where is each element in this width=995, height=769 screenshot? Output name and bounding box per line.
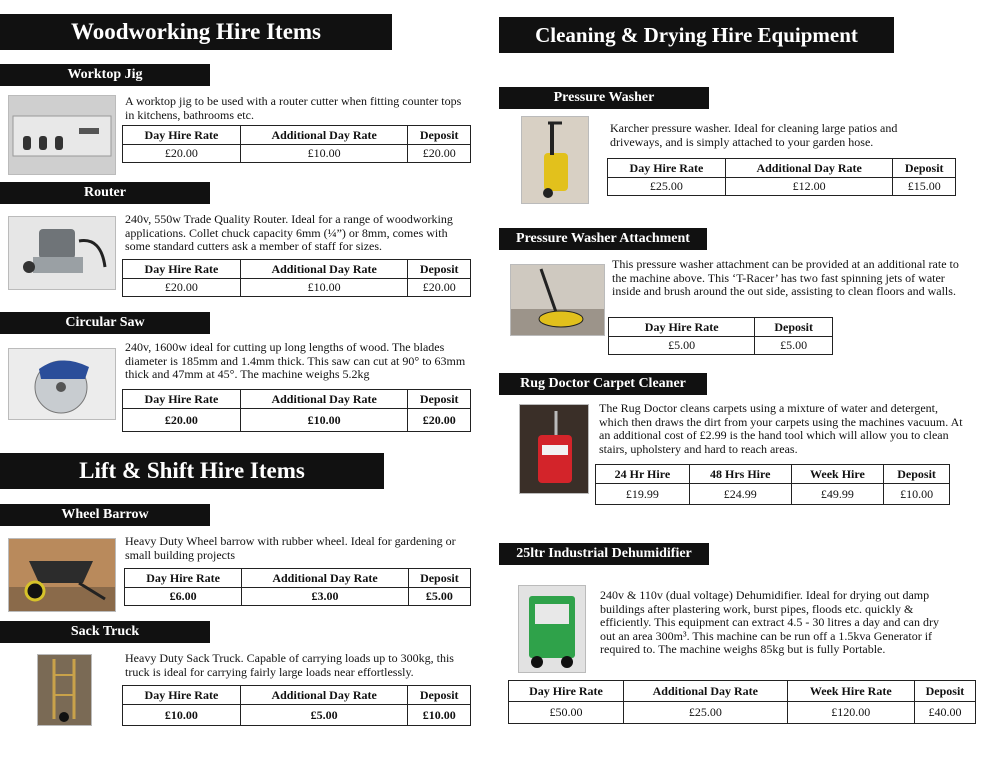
table-cell: £25.00	[624, 702, 788, 724]
worktop-jig-photo	[8, 95, 116, 175]
table-cell: £10.00	[408, 705, 471, 726]
table-header: Deposit	[408, 260, 471, 279]
table-cell: £15.00	[893, 178, 956, 196]
worktop-jig-heading: Worktop Jig	[0, 64, 210, 86]
table-cell: £5.00	[609, 337, 755, 355]
circular-saw-heading: Circular Saw	[0, 312, 210, 334]
router-heading: Router	[0, 182, 210, 204]
table-header: Additional Day Rate	[242, 569, 409, 588]
circular-saw-photo	[8, 348, 116, 420]
worktop-jig-rate-table	[122, 125, 471, 163]
table-cell: £6.00	[125, 588, 242, 606]
table-header: Deposit	[408, 686, 471, 705]
wheel-barrow-heading: Wheel Barrow	[0, 504, 210, 526]
router-photo	[8, 216, 116, 290]
table-cell: £40.00	[914, 702, 975, 724]
table-cell: £10.00	[884, 484, 950, 505]
table-cell: £20.00	[123, 145, 241, 163]
table-cell: £120.00	[787, 702, 914, 724]
table-header: Day Hire Rate	[123, 686, 241, 705]
table-cell: £20.00	[408, 145, 471, 163]
pressure-washer-attachment-description: This pressure washer attachment can be provided at an additional rate to the machine above. This ‘T-Racer’ has two fast spinning jets of water inside and brush around the out side, assisting to clean floors and walls.	[612, 257, 959, 298]
table-header: Additional Day Rate	[725, 159, 893, 178]
table-cell: £20.00	[408, 409, 471, 432]
table-header: Day Hire Rate	[123, 260, 241, 279]
dehumidifier-heading: 25ltr Industrial Dehumidifier	[499, 543, 709, 565]
table-header: Day Hire Rate	[123, 126, 241, 145]
rug-doctor-rate-table	[595, 464, 950, 505]
table-cell: £5.00	[755, 337, 833, 355]
table-header: Deposit	[884, 465, 950, 484]
cleaning-section-title: Cleaning & Drying Hire Equipment	[499, 17, 894, 53]
pressure-washer-attachment-rate-table	[608, 317, 833, 355]
table-cell: £25.00	[608, 178, 726, 196]
table-header: Day Hire Rate	[509, 681, 624, 702]
wheel-barrow-rate-table	[124, 568, 471, 606]
table-cell: £20.00	[123, 279, 241, 297]
table-header: Deposit	[408, 569, 470, 588]
pressure-washer-rate-table	[607, 158, 956, 196]
table-cell: £5.00	[240, 705, 408, 726]
table-header: Day Hire Rate	[609, 318, 755, 337]
table-cell: £50.00	[509, 702, 624, 724]
table-cell: £10.00	[240, 145, 408, 163]
dehumidifier-photo	[518, 585, 586, 673]
sack-truck-photo	[37, 654, 92, 726]
table-cell: £20.00	[408, 279, 471, 297]
dehumidifier-rate-table	[508, 680, 976, 724]
table-header: Additional Day Rate	[240, 390, 408, 409]
woodworking-section-title: Woodworking Hire Items	[0, 14, 392, 50]
table-cell: £20.00	[123, 409, 241, 432]
table-header: Deposit	[893, 159, 956, 178]
table-header: Deposit	[408, 390, 471, 409]
pressure-washer-heading: Pressure Washer	[499, 87, 709, 109]
lift-shift-section-title: Lift & Shift Hire Items	[0, 453, 384, 489]
table-header: 24 Hr Hire	[596, 465, 690, 484]
rug-doctor-heading: Rug Doctor Carpet Cleaner	[499, 373, 707, 395]
table-cell: £3.00	[242, 588, 409, 606]
circular-saw-description: 240v, 1600w ideal for cutting up long lengths of wood. The blades diameter is 185mm and 1.4mm thick. This saw can cut at 90° to 63mm thick and 47mm at 45°. The machine weighs 5.2kg	[125, 340, 466, 381]
table-header: Deposit	[755, 318, 833, 337]
table-cell: £12.00	[725, 178, 893, 196]
table-cell: £10.00	[240, 409, 408, 432]
table-header: 48 Hrs Hire	[689, 465, 791, 484]
wheel-barrow-photo	[8, 538, 116, 612]
table-header: Additional Day Rate	[624, 681, 788, 702]
table-header: Additional Day Rate	[240, 260, 408, 279]
table-header: Day Hire Rate	[608, 159, 726, 178]
rug-doctor-description: The Rug Doctor cleans carpets using a mixture of water and detergent, which then draws the dirt from your carpets using the machines vacuum. At an additional cost of £2.99 is the hand tool which will allow you to clean stairs, upholstery and hard to reach areas.	[599, 401, 963, 456]
table-header: Additional Day Rate	[240, 126, 408, 145]
table-cell: £10.00	[240, 279, 408, 297]
table-header: Deposit	[914, 681, 975, 702]
worktop-jig-description: A worktop jig to be used with a router cutter when fitting counter tops in kitchens, bathrooms etc.	[125, 94, 462, 122]
table-header: Deposit	[408, 126, 471, 145]
table-cell: £19.99	[596, 484, 690, 505]
table-cell: £49.99	[791, 484, 884, 505]
circular-saw-rate-table	[122, 389, 471, 432]
table-cell: £24.99	[689, 484, 791, 505]
pressure-washer-photo	[521, 116, 589, 204]
table-header: Week Hire	[791, 465, 884, 484]
pressure-washer-description: Karcher pressure washer. Ideal for cleaning large patios and driveways, and is simply attached to your garden hose.	[610, 121, 898, 149]
router-description: 240v, 550w Trade Quality Router. Ideal for a range of woodworking applications. Collet chuck capacity 6mm (¼”) or 8mm, comes with some standard cutters ask a member of staff for sizes.	[125, 212, 453, 253]
table-cell: £10.00	[123, 705, 241, 726]
pressure-washer-attachment-photo	[510, 264, 605, 336]
router-rate-table	[122, 259, 471, 297]
sack-truck-heading: Sack Truck	[0, 621, 210, 643]
table-header: Week Hire Rate	[787, 681, 914, 702]
sack-truck-description: Heavy Duty Sack Truck. Capable of carrying loads up to 300kg, this truck is ideal for carrying fairly large loads near effortlessly.	[125, 651, 454, 679]
table-header: Additional Day Rate	[240, 686, 408, 705]
rug-doctor-photo	[519, 404, 589, 494]
sack-truck-rate-table	[122, 685, 471, 726]
dehumidifier-description: 240v & 110v (dual voltage) Dehumidifier. Ideal for drying out damp buildings after plastering work, burst pipes, floods etc. quickly & efficiently. This equipment can extract 4.5 - 30 litres a day and can dry out an area 300m³. This machine can be run off a 1.5kva Generator if required to. The machine weighs 85kg but is fully Portable.	[600, 588, 939, 656]
table-header: Day Hire Rate	[123, 390, 241, 409]
table-cell: £5.00	[408, 588, 470, 606]
wheel-barrow-description: Heavy Duty Wheel barrow with rubber wheel. Ideal for gardening or small building projects	[125, 534, 456, 562]
table-header: Day Hire Rate	[125, 569, 242, 588]
pressure-washer-attachment-heading: Pressure Washer Attachment	[499, 228, 707, 250]
